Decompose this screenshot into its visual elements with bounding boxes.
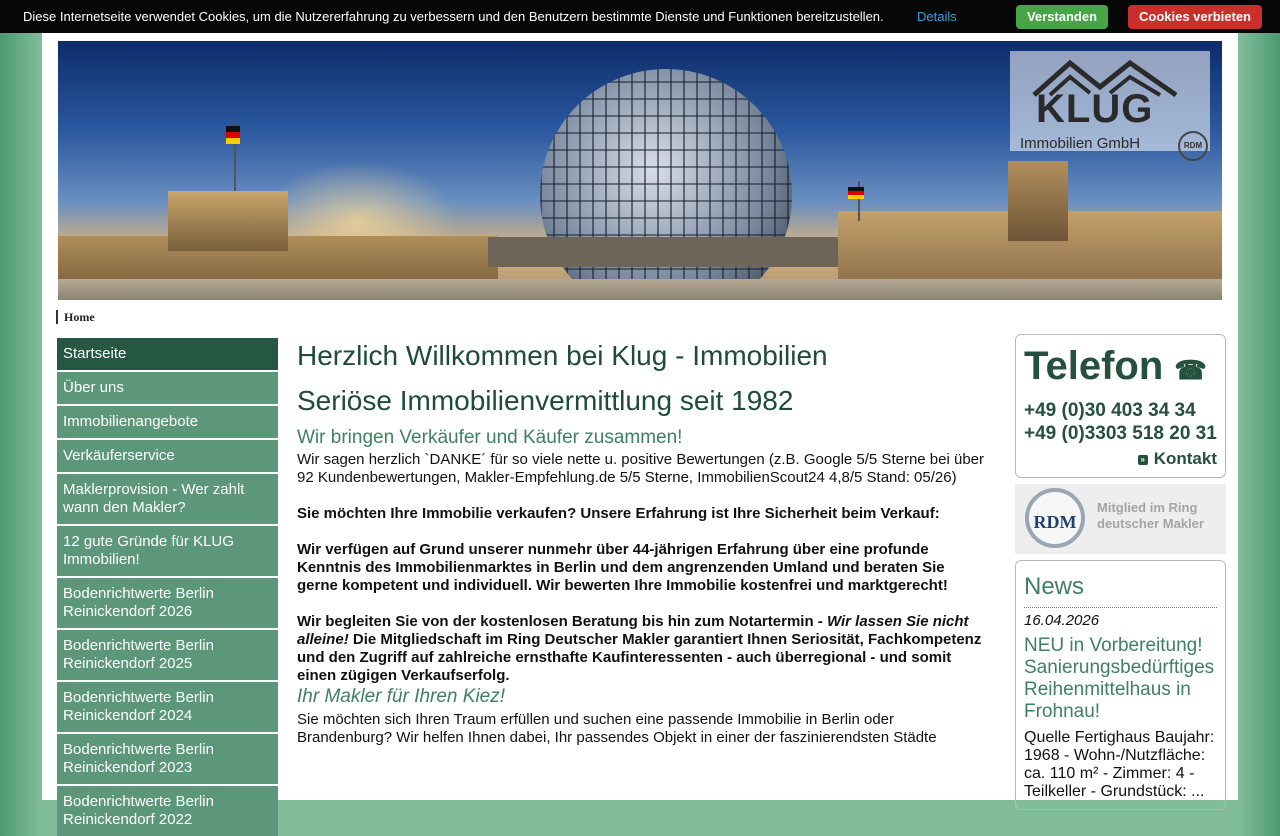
rdm-membership-banner[interactable] (1015, 484, 1226, 554)
section-heading: Wir bringen Verkäufer und Käufer zusammen! (297, 427, 683, 448)
page-container (42, 33, 1238, 828)
cookie-message: Diese Internetseite verwendet Cookies, um die Nutzererfahrung zu verbessern und den Benutzern bestimmte Dienste und Funktionen bereitzustellen. (23, 9, 884, 24)
phone-number-2[interactable]: +49 (0)3303 518 20 31 (1024, 423, 1217, 444)
support-emphasis: Wir lassen Sie nicht alleine! (297, 613, 969, 648)
cookie-accept-button[interactable]: Verstanden (1016, 5, 1108, 29)
news-text: Quelle Fertighaus Baujahr: 1968 - Wohn-/Nutzfläche: ca. 110 m² - Zimmer: 4 - Teilkeller - Grundstück: ... (1024, 729, 1215, 800)
news-box (1015, 560, 1226, 810)
header-banner-image (58, 41, 1222, 300)
cookie-banner (0, 0, 1280, 33)
cookie-details-link[interactable]: Details (917, 9, 957, 24)
plaza (58, 279, 1222, 300)
tower-right (1008, 161, 1068, 241)
rdm-text: Mitglied im Ring deutscher Makler (1097, 500, 1204, 531)
breadcrumb[interactable]: Home (56, 310, 95, 324)
news-heading: News (1024, 561, 1217, 608)
german-flag-icon (226, 126, 240, 144)
tower-left (168, 191, 288, 251)
support-paragraph (297, 613, 987, 685)
sell-intro-paragraph: Sie möchten Ihre Immobilie verkaufen? Unsere Erfahrung ist Ihre Sicherheit beim Verkauf: (297, 505, 940, 522)
phone-number-1[interactable]: +49 (0)30 403 34 34 (1024, 400, 1196, 421)
logo-rdm-badge: RDM (1178, 131, 1208, 161)
news-headline-link[interactable]: NEU in Vorbereitung! Sanierungsbedürftiges Reihenmittelhaus in Frohnau! (1024, 635, 1215, 722)
rdm-badge-icon: RDM (1025, 488, 1085, 548)
dome-base (488, 237, 848, 267)
nav-item-immobilienangebote[interactable]: Immobilienangebote (57, 404, 278, 438)
nav-item-maklerprovision[interactable]: Maklerprovision - Wer zahlt wann den Makler? (57, 472, 278, 524)
reviews-paragraph: Wir sagen herzlich `DANKE´ für so viele nette u. positive Bewertungen (z.B. Google 5/5 Sterne bei über 92 Kundenbewertungen, Makler-Empfehlung.de 5/5 Sterne, ImmobilienScout24 4,8/5 Stand: 05/26) (297, 451, 985, 486)
phone-icon: ☎ (1174, 355, 1207, 385)
logo-subtitle: Immobilien GmbH (1020, 135, 1141, 152)
german-flag-icon (848, 187, 864, 199)
nav-item-startseite[interactable]: Startseite (57, 336, 278, 370)
contact-label: Kontakt (1153, 449, 1217, 468)
nav-item-bodenrichtwerte-2022[interactable]: Bodenrichtwerte Berlin Reinickendorf 2022 (57, 784, 278, 836)
nav-item-bodenrichtwerte-2025[interactable]: Bodenrichtwerte Berlin Reinickendorf 2025 (57, 628, 278, 680)
page-title: Herzlich Willkommen bei Klug - Immobilien (297, 340, 828, 371)
contact-link[interactable] (1024, 449, 1217, 469)
klug-logo[interactable] (1010, 51, 1210, 151)
nav-item-verkaeuferservice[interactable]: Verkäuferservice (57, 438, 278, 472)
logo-brand: KLUG (1036, 87, 1154, 131)
page-subtitle: Seriöse Immobilienvermittlung seit 1982 (297, 385, 794, 416)
nav-item-12-gruende[interactable]: 12 gute Gründe für KLUG Immobilien! (57, 524, 278, 576)
right-sidebar (1015, 334, 1226, 810)
nav-item-bodenrichtwerte-2026[interactable]: Bodenrichtwerte Berlin Reinickendorf 2026 (57, 576, 278, 628)
phone-box (1015, 334, 1226, 478)
phone-heading (1024, 337, 1217, 399)
nav-item-bodenrichtwerte-2023[interactable]: Bodenrichtwerte Berlin Reinickendorf 2023 (57, 732, 278, 784)
experience-paragraph: Wir verfügen auf Grund unserer nunmehr über 44-jährigen Erfahrung über eine profunde Kenntnis des Immobilienmarktes in Berlin und dem angrenzenden Umland und beraten Sie gerne kompetent und individuell. Wir bewerten Ihre Immobilie kostenfrei und marktgerecht! (297, 541, 948, 594)
support-text-continued: Die Mitgliedschaft im Ring Deutscher Makler garantiert Ihnen Seriosität, Fachkompetenz und den Zugriff auf zahlreiche ernsthafte Kaufinteressenten - auch überregional - und somit einen zügigen Verkaufserfolg. (297, 631, 982, 684)
nav-item-ueber-uns[interactable]: Über uns (57, 370, 278, 404)
kiez-paragraph: Sie möchten sich Ihren Traum erfüllen und suchen eine passende Immobilie in Berlin oder Brandenburg? Wir helfen Ihnen dabei, Ihr passendes Objekt in einer der faszinierendsten Städte (297, 711, 937, 746)
chevron-right-icon: » (1138, 455, 1148, 465)
sidebar-nav (57, 336, 278, 836)
nav-item-bodenrichtwerte-2024[interactable]: Bodenrichtwerte Berlin Reinickendorf 2024 (57, 680, 278, 732)
main-content (297, 333, 987, 747)
support-text: Wir begleiten Sie von der kostenlosen Beratung bis hin zum Notartermin - (297, 613, 827, 630)
cookie-decline-button[interactable]: Cookies verbieten (1128, 5, 1262, 29)
section-heading-kiez: Ihr Makler für Ihren Kiez! (297, 686, 506, 707)
phone-title: Telefon (1024, 344, 1164, 388)
news-date: 16.04.2026 (1024, 612, 1100, 629)
